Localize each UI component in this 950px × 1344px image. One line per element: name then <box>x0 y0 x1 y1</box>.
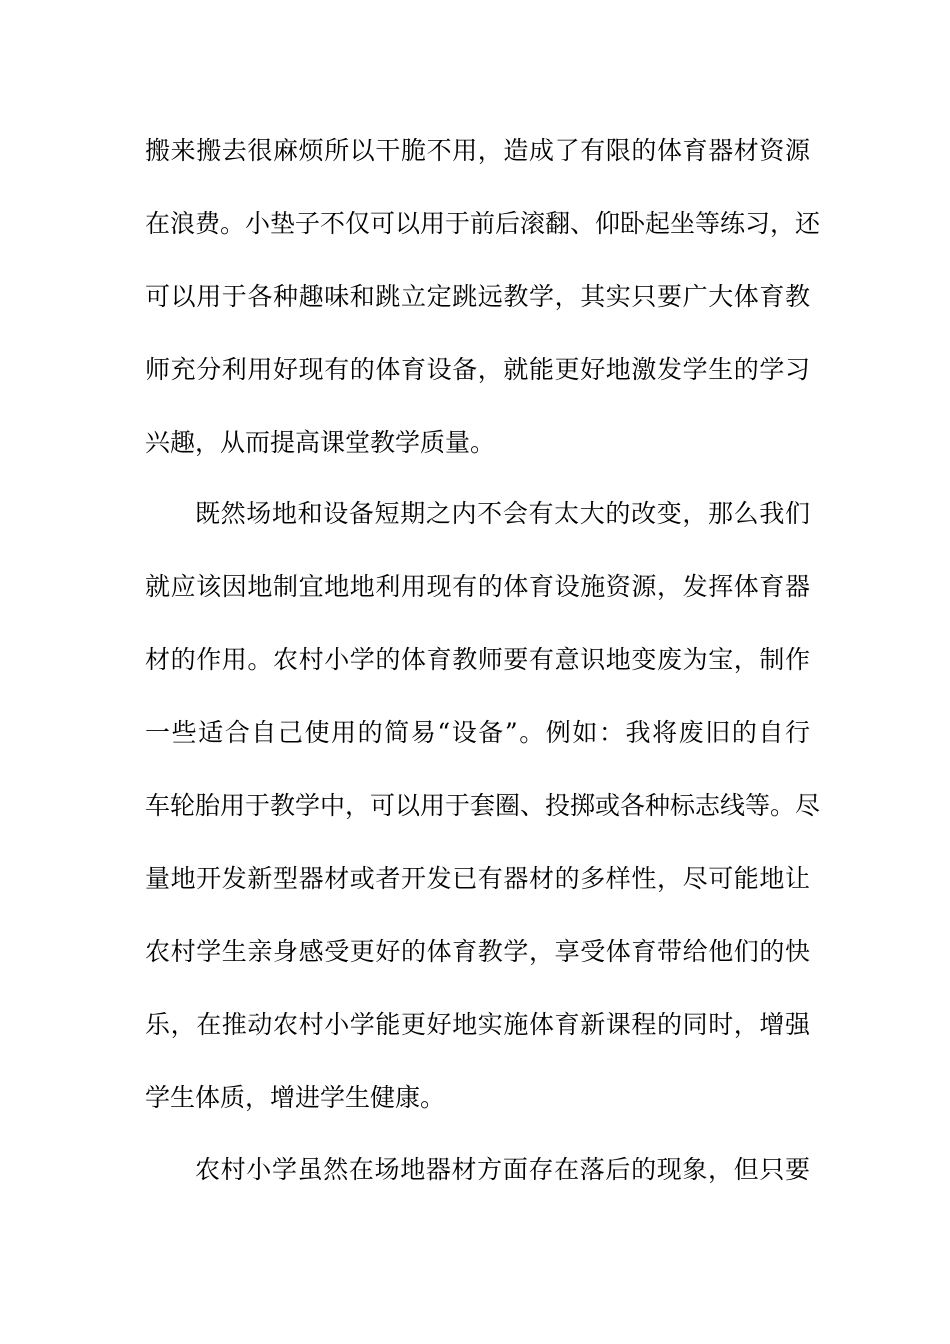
paragraph-first-line: 农村小学虽然在场地器材方面存在落后的现象，但只要 <box>195 1155 810 1184</box>
text-line: 在浪费。小垫子不仅可以用于前后滚翻、仰卧起坐等练习，还 <box>145 209 821 238</box>
text-line: 材的作用。农村小学的体育教师要有意识地变废为宝，制作 <box>145 645 810 674</box>
text-line: 就应该因地制宜地地利用现有的体育设施资源，发挥体育器 <box>145 572 810 601</box>
text-line: 量地开发新型器材或者开发已有器材的多样性，尽可能地让 <box>145 864 810 893</box>
text-line: 农村学生亲身感受更好的体育教学，享受体育带给他们的快 <box>145 937 810 966</box>
text-line: 师充分利用好现有的体育设备，就能更好地激发学生的学习 <box>145 355 810 384</box>
text-line: 乐，在推动农村小学能更好地实施体育新课程的同时，增强 <box>145 1010 810 1039</box>
paragraph-first-line: 既然场地和设备短期之内不会有太大的改变，那么我们 <box>195 499 810 528</box>
text-line: 搬来搬去很麻烦所以干脆不用，造成了有限的体育器材资源 <box>145 136 810 165</box>
text-line: 可以用于各种趣味和跳立定跳远教学，其实只要广大体育教 <box>145 282 810 311</box>
text-line: 车轮胎用于教学中，可以用于套圈、投掷或各种标志线等。尽 <box>145 791 821 820</box>
text-line: 学生体质，增进学生健康。 <box>145 1083 446 1112</box>
text-line: 一些适合自己使用的简易“设备”。例如：我将废旧的自行 <box>145 718 810 747</box>
text-line: 兴趣，从而提高课堂教学质量。 <box>145 428 496 457</box>
